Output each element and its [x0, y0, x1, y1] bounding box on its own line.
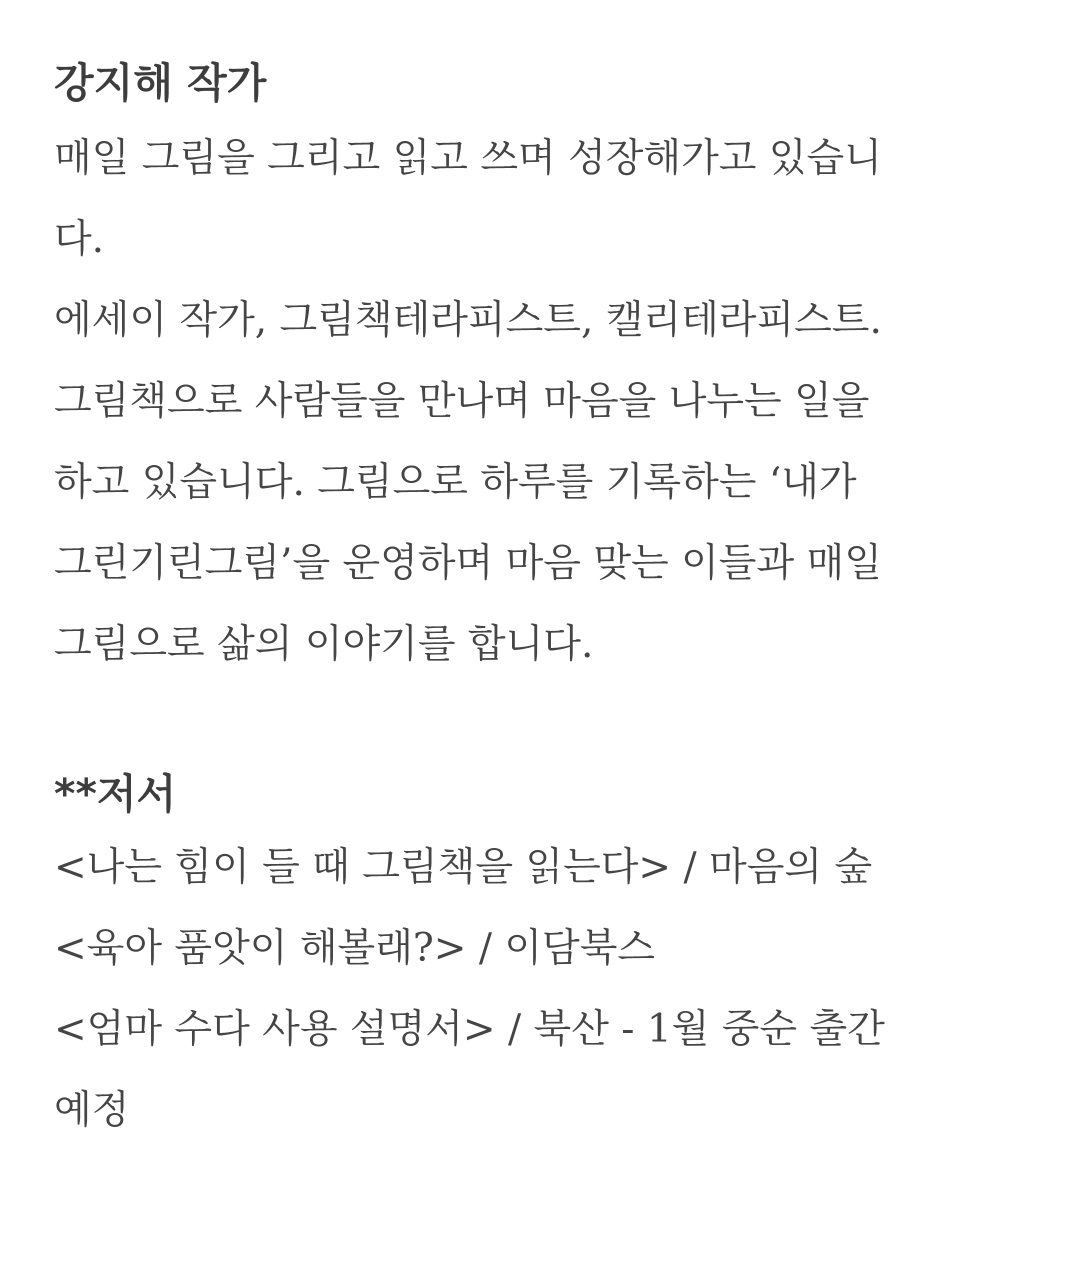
bio-line: 에세이 작가, 그림책테라피스트, 캘리테라피스트.: [54, 298, 882, 343]
works-heading: **저서: [54, 770, 177, 818]
bio-line: 하고 있습니다. 그림으로 하루를 기록하는 ‘내가: [54, 460, 857, 505]
work-item: <엄마 수다 사용 설명서> / 북산 - 1월 중순 출간: [54, 1007, 885, 1052]
bio-line: 그림책으로 사람들을 만나며 마음을 나누는 일을: [54, 379, 870, 424]
work-item: 예정: [54, 1088, 130, 1133]
author-profile: [54, 58, 1034, 1151]
author-bio: [54, 118, 1034, 685]
bio-line: 매일 그림을 그리고 읽고 쓰며 성장해가고 있습니: [54, 136, 882, 181]
section-spacer: [54, 685, 1034, 769]
work-item: <나는 힘이 들 때 그림책을 읽는다> / 마음의 숲: [54, 845, 873, 890]
bio-line: 다.: [54, 217, 105, 262]
works-list: [54, 827, 1034, 1151]
work-item: <육아 품앗이 해볼래?> / 이담북스: [54, 926, 656, 971]
bio-line: 그린기린그림’을 운영하며 마음 맞는 이들과 매일: [54, 541, 882, 586]
author-name-heading: 강지해 작가: [54, 59, 267, 107]
bio-line: 그림으로 삶의 이야기를 합니다.: [54, 622, 594, 667]
